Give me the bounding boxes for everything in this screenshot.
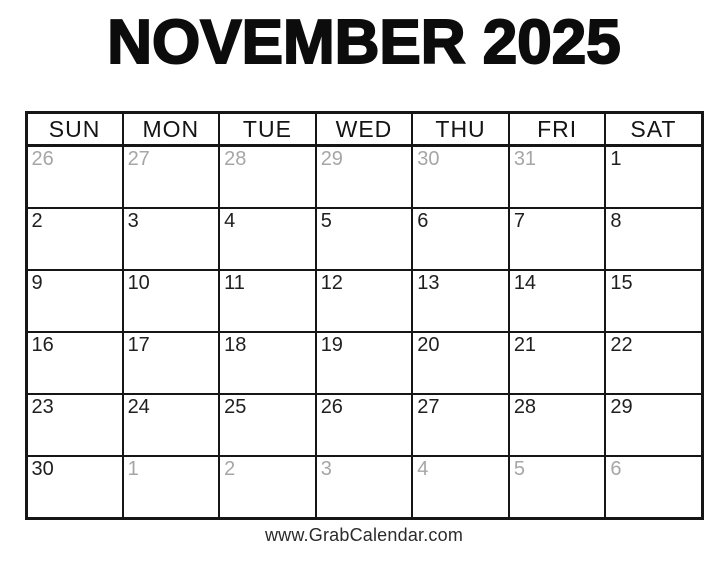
day-cell: [605, 394, 702, 456]
day-cell: [123, 332, 220, 394]
day-number: 3: [127, 210, 139, 233]
day-number: 12: [320, 272, 343, 295]
day-cell: [219, 270, 316, 332]
day-number: 27: [417, 396, 440, 419]
week-row: [26, 208, 702, 270]
week-row: [26, 394, 702, 456]
day-number: 2: [31, 210, 43, 233]
day-number: 28: [513, 396, 537, 419]
day-number: 5: [513, 458, 525, 481]
weekday-header-mon: MON: [123, 113, 220, 146]
day-cell: [26, 332, 123, 394]
day-cell: [605, 332, 702, 394]
weekday-header-tue: TUE: [219, 113, 316, 146]
day-number: 1: [610, 148, 622, 171]
day-cell: [605, 208, 702, 270]
day-number: 9: [31, 272, 43, 295]
day-cell: [316, 332, 413, 394]
day-number: 22: [610, 334, 633, 357]
weekday-header-row: [26, 113, 702, 146]
calendar-grid: [25, 111, 704, 520]
week-row: [26, 146, 702, 209]
day-cell: [123, 394, 220, 456]
day-cell: [219, 208, 316, 270]
week-row: [26, 270, 702, 332]
week-row: [26, 456, 702, 519]
day-number: 18: [224, 334, 247, 357]
day-number: 6: [610, 458, 622, 481]
day-number: 27: [127, 148, 150, 171]
day-number: 7: [513, 210, 525, 233]
day-number: 25: [224, 396, 247, 419]
day-number: 10: [127, 272, 150, 295]
day-cell: [123, 270, 220, 332]
weekday-header-sun: SUN: [26, 113, 123, 146]
day-cell: [412, 456, 509, 519]
day-number: 26: [31, 148, 54, 171]
day-cell: [316, 456, 413, 519]
day-cell: [123, 208, 220, 270]
day-cell: [509, 270, 606, 332]
calendar-page: [0, 8, 728, 571]
calendar-header: [26, 113, 702, 146]
day-cell: [509, 208, 606, 270]
day-cell: [605, 270, 702, 332]
page-title: NOVEMBER 2025: [107, 8, 621, 77]
day-cell: [123, 146, 220, 209]
weekday-header-thu: THU: [412, 113, 509, 146]
day-cell: [509, 456, 606, 519]
day-number: 30: [31, 458, 54, 481]
day-cell: [412, 208, 509, 270]
day-number: 1: [127, 458, 139, 481]
calendar-body: [26, 146, 702, 519]
day-number: 29: [320, 148, 343, 171]
day-number: 14: [513, 272, 537, 295]
day-number: 4: [417, 458, 429, 481]
day-number: 19: [320, 334, 343, 357]
day-number: 21: [513, 334, 537, 357]
day-cell: [26, 146, 123, 209]
day-number: 11: [224, 272, 245, 295]
day-number: 23: [31, 396, 54, 419]
day-number: 26: [320, 396, 343, 419]
day-number: 29: [610, 396, 633, 419]
day-cell: [26, 456, 123, 519]
day-cell: [219, 394, 316, 456]
day-cell: [509, 146, 606, 209]
day-number: 16: [31, 334, 54, 357]
day-number: 6: [417, 210, 429, 233]
day-cell: [412, 146, 509, 209]
day-cell: [219, 146, 316, 209]
day-cell: [509, 332, 606, 394]
day-cell: [26, 394, 123, 456]
day-cell: [219, 456, 316, 519]
day-number: 13: [417, 272, 440, 295]
weekday-header-fri: FRI: [509, 113, 606, 146]
weekday-header-wed: WED: [316, 113, 413, 146]
day-cell: [316, 270, 413, 332]
day-cell: [412, 332, 509, 394]
day-cell: [26, 208, 123, 270]
weekday-header-sat: SAT: [605, 113, 702, 146]
day-number: 20: [417, 334, 440, 357]
day-cell: [605, 146, 702, 209]
day-cell: [316, 146, 413, 209]
day-cell: [412, 394, 509, 456]
day-number: 4: [224, 210, 236, 233]
day-cell: [26, 270, 123, 332]
day-number: 17: [127, 334, 150, 357]
day-cell: [316, 394, 413, 456]
day-number: 28: [224, 148, 247, 171]
day-number: 24: [127, 396, 150, 419]
day-cell: [605, 456, 702, 519]
day-cell: [412, 270, 509, 332]
day-number: 3: [320, 458, 332, 481]
day-cell: [123, 456, 220, 519]
day-cell: [509, 394, 606, 456]
day-cell: [219, 332, 316, 394]
day-number: 30: [417, 148, 440, 171]
day-number: 2: [224, 458, 236, 481]
day-number: 15: [610, 272, 633, 295]
day-number: 5: [320, 210, 332, 233]
week-row: [26, 332, 702, 394]
day-number: 8: [610, 210, 622, 233]
day-number: 31: [513, 148, 537, 171]
day-cell: [316, 208, 413, 270]
footer-link[interactable]: www.GrabCalendar.com: [264, 525, 464, 546]
